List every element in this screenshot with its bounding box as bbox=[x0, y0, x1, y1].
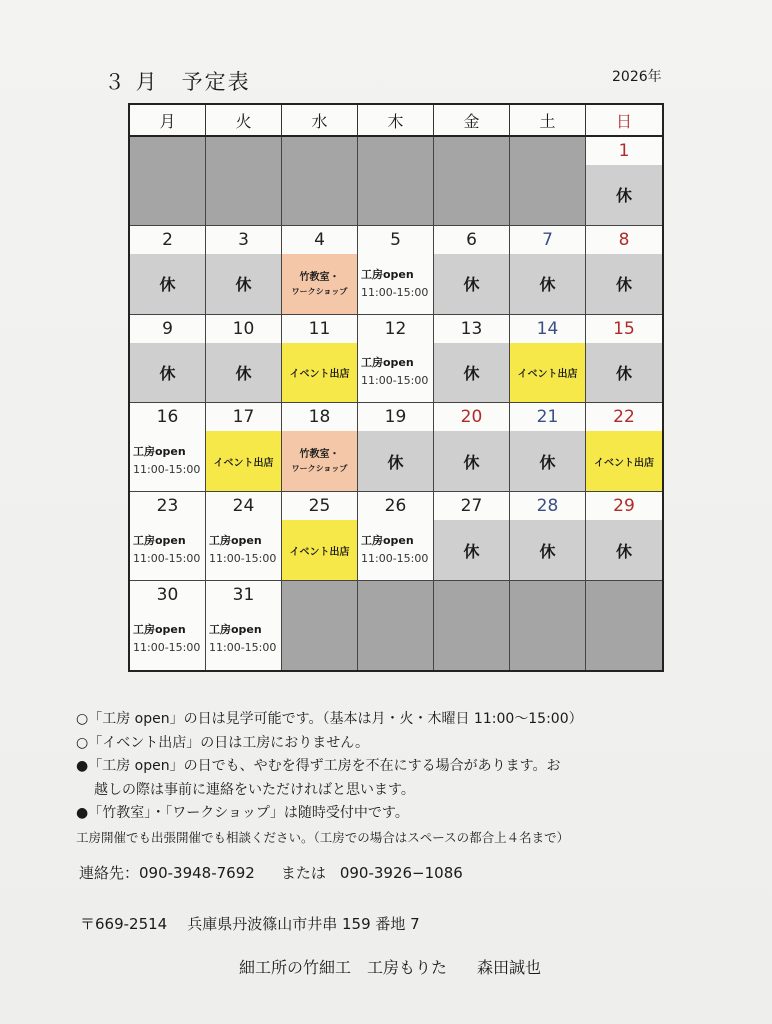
day-cell bbox=[586, 226, 662, 315]
day-number: 23 bbox=[156, 496, 179, 517]
open-label: 工房open bbox=[133, 445, 186, 459]
day-cell bbox=[586, 315, 662, 404]
day-cell bbox=[282, 226, 358, 315]
day-cell bbox=[130, 403, 206, 492]
empty-day-cell bbox=[358, 137, 434, 226]
closed-label: 休 bbox=[539, 452, 556, 472]
empty-day-cell bbox=[434, 137, 510, 226]
day-cell bbox=[434, 315, 510, 404]
open-label: 工房open bbox=[133, 534, 186, 548]
day-cell bbox=[282, 492, 358, 581]
note-line: ●「工房 open」の日でも、やむを得ず工房を不在にする場合があります。お bbox=[76, 758, 561, 774]
closed-day-block bbox=[434, 254, 509, 314]
event-block bbox=[510, 343, 585, 403]
open-day-block bbox=[130, 520, 205, 580]
closed-day-block bbox=[586, 343, 662, 403]
day-number: 12 bbox=[384, 318, 407, 339]
closed-day-block bbox=[358, 431, 433, 491]
day-number: 13 bbox=[460, 318, 483, 339]
day-cell bbox=[130, 581, 206, 670]
open-label: 工房open bbox=[361, 534, 414, 548]
open-hours: 11:00-15:00 bbox=[361, 374, 429, 388]
closed-day-block bbox=[434, 343, 509, 403]
day-number: 31 bbox=[232, 584, 255, 605]
day-number: 19 bbox=[384, 407, 407, 428]
open-label: 工房open bbox=[209, 534, 262, 548]
day-cell bbox=[130, 226, 206, 315]
day-cell bbox=[510, 492, 586, 581]
day-cell bbox=[358, 315, 434, 404]
closed-day-block bbox=[510, 254, 585, 314]
weekday-header: 火 bbox=[206, 105, 282, 137]
contact-line bbox=[79, 862, 463, 883]
day-cell bbox=[586, 137, 662, 226]
open-label: 工房open bbox=[133, 623, 186, 637]
day-cell bbox=[206, 226, 282, 315]
workshop-label-1: 竹教室・ bbox=[299, 271, 340, 283]
page-title: ３ 月 予定表 bbox=[104, 70, 251, 94]
day-number: 4 bbox=[314, 229, 325, 250]
empty-day-cell bbox=[510, 581, 586, 670]
notes-section bbox=[76, 708, 696, 849]
day-number: 7 bbox=[542, 229, 553, 250]
closed-day-block bbox=[510, 520, 585, 580]
empty-day-cell bbox=[130, 137, 206, 226]
day-number: 14 bbox=[536, 318, 559, 339]
day-number: 8 bbox=[618, 229, 630, 250]
day-number: 9 bbox=[162, 318, 173, 339]
day-cell bbox=[130, 315, 206, 404]
closed-day-block bbox=[434, 520, 509, 580]
event-block bbox=[282, 343, 357, 403]
day-number: 3 bbox=[238, 229, 249, 250]
closed-label: 休 bbox=[539, 275, 556, 295]
day-number: 5 bbox=[390, 229, 401, 250]
day-cell bbox=[434, 403, 510, 492]
closed-label: 休 bbox=[159, 275, 176, 295]
open-label: 工房open bbox=[361, 267, 414, 281]
day-number: 2 bbox=[162, 229, 173, 250]
day-cell bbox=[206, 403, 282, 492]
day-number: 16 bbox=[156, 407, 179, 428]
day-cell bbox=[586, 403, 662, 492]
empty-day-cell bbox=[358, 581, 434, 670]
weekday-header: 土 bbox=[510, 105, 586, 137]
closed-day-block bbox=[206, 254, 281, 314]
empty-day-cell bbox=[434, 581, 510, 670]
day-number: 27 bbox=[460, 496, 483, 517]
day-cell bbox=[206, 581, 282, 670]
day-number: 28 bbox=[536, 496, 559, 517]
contact-alt: 090-3926−1086 bbox=[339, 864, 463, 882]
day-cell bbox=[510, 315, 586, 404]
closed-day-block bbox=[434, 431, 509, 491]
empty-day-cell bbox=[206, 137, 282, 226]
day-number: 24 bbox=[232, 496, 255, 517]
empty-day-cell bbox=[510, 137, 586, 226]
open-hours: 11:00-15:00 bbox=[209, 552, 277, 566]
day-number: 30 bbox=[156, 584, 179, 605]
open-label: 工房open bbox=[209, 623, 262, 637]
day-number: 11 bbox=[308, 318, 331, 339]
open-hours: 11:00-15:00 bbox=[209, 641, 277, 655]
event-label: イベント出店 bbox=[289, 546, 350, 558]
workshop-block bbox=[282, 431, 357, 491]
person-name: 森田誠也 bbox=[477, 958, 542, 977]
closed-day-block bbox=[586, 520, 662, 580]
weekday-header: 木 bbox=[358, 105, 434, 137]
note-line: 越しの際は事前に連絡をいただければと思います。 bbox=[94, 781, 415, 798]
note-line: ●「竹教室」・「ワークショップ」は随時受付中です。 bbox=[76, 805, 409, 821]
event-block bbox=[586, 431, 662, 491]
day-cell bbox=[434, 492, 510, 581]
closed-label: 休 bbox=[615, 275, 632, 295]
closed-day-block bbox=[510, 431, 585, 491]
open-day-block bbox=[130, 431, 205, 491]
open-day-block bbox=[358, 520, 433, 580]
empty-day-cell bbox=[282, 137, 358, 226]
open-hours: 11:00-15:00 bbox=[361, 285, 429, 299]
workshop-label-2: ワークショップ bbox=[291, 286, 348, 296]
day-cell bbox=[586, 492, 662, 581]
event-block bbox=[206, 431, 281, 491]
closed-label: 休 bbox=[159, 363, 176, 383]
note-small: 工房開催でも出張開催でも相談ください。（工房での場合はスペースの都合上４名まで） bbox=[76, 829, 570, 845]
weekday-header: 水 bbox=[282, 105, 358, 137]
closed-label: 休 bbox=[387, 452, 404, 472]
empty-day-cell bbox=[282, 581, 358, 670]
note-line: ○「イベント出店」の日は工房におりません。 bbox=[76, 734, 370, 751]
open-hours: 11:00-15:00 bbox=[361, 552, 429, 566]
closed-label: 休 bbox=[463, 275, 480, 295]
street-address: 兵庫県丹波篠山市井串 159 番地 7 bbox=[187, 915, 420, 933]
open-day-block bbox=[206, 609, 281, 670]
open-day-block bbox=[358, 343, 433, 403]
day-number: 21 bbox=[536, 407, 559, 428]
closed-label: 休 bbox=[463, 541, 480, 561]
event-label: イベント出店 bbox=[594, 457, 654, 469]
event-label: イベント出店 bbox=[213, 457, 274, 469]
closed-label: 休 bbox=[235, 363, 252, 383]
year-label: 2026年 bbox=[612, 69, 662, 85]
open-day-block bbox=[358, 254, 433, 314]
day-number: 20 bbox=[460, 407, 483, 428]
closed-day-block bbox=[130, 343, 205, 403]
open-hours: 11:00-15:00 bbox=[133, 641, 201, 655]
workshop-block bbox=[282, 254, 357, 314]
event-label: イベント出店 bbox=[517, 368, 578, 380]
closed-day-block bbox=[586, 165, 662, 225]
day-cell bbox=[510, 226, 586, 315]
open-label: 工房open bbox=[361, 356, 414, 370]
contact-or: または bbox=[280, 864, 326, 882]
day-number: 17 bbox=[232, 407, 255, 428]
open-day-block bbox=[130, 609, 205, 670]
day-cell bbox=[282, 403, 358, 492]
closed-label: 休 bbox=[615, 541, 632, 561]
day-cell bbox=[358, 403, 434, 492]
closed-label: 休 bbox=[235, 275, 252, 295]
open-day-block bbox=[206, 520, 281, 580]
day-number: 22 bbox=[613, 407, 635, 428]
day-cell bbox=[358, 492, 434, 581]
day-number: 15 bbox=[613, 318, 635, 339]
empty-day-cell bbox=[586, 581, 662, 670]
event-block bbox=[282, 520, 357, 580]
closed-day-block bbox=[130, 254, 205, 314]
day-number: 1 bbox=[618, 141, 630, 161]
day-cell bbox=[358, 226, 434, 315]
event-label: イベント出店 bbox=[289, 368, 350, 380]
closed-label: 休 bbox=[463, 452, 480, 472]
weekday-header: 月 bbox=[130, 105, 206, 137]
day-number: 10 bbox=[232, 318, 255, 339]
address-line bbox=[80, 913, 420, 934]
closed-day-block bbox=[586, 254, 662, 314]
weekday-header: 日 bbox=[586, 105, 662, 137]
day-number: 29 bbox=[613, 496, 635, 517]
workshop-label-2: ワークショップ bbox=[291, 464, 348, 474]
calendar-grid bbox=[128, 103, 664, 672]
open-hours: 11:00-15:00 bbox=[133, 552, 201, 566]
org-name: 細工所の竹細工 工房もりた bbox=[239, 958, 448, 977]
contact-primary: 連絡先：090-3948-7692 bbox=[79, 864, 255, 882]
open-hours: 11:00-15:00 bbox=[133, 463, 201, 477]
closed-label: 休 bbox=[615, 186, 632, 206]
workshop-label-1: 竹教室・ bbox=[299, 449, 340, 461]
day-cell bbox=[434, 226, 510, 315]
day-number: 18 bbox=[308, 407, 331, 428]
day-number: 26 bbox=[384, 496, 407, 517]
closed-label: 休 bbox=[463, 363, 480, 383]
signature bbox=[239, 955, 541, 978]
note-line: ○「工房 open」の日は見学可能です。（基本は月・火・木曜日 11:00～15:00） bbox=[76, 711, 583, 727]
closed-day-block bbox=[206, 343, 281, 403]
day-cell bbox=[206, 492, 282, 581]
weekday-header: 金 bbox=[434, 105, 510, 137]
day-number: 25 bbox=[308, 496, 331, 517]
closed-label: 休 bbox=[539, 541, 556, 561]
closed-label: 休 bbox=[615, 363, 632, 383]
day-cell bbox=[130, 492, 206, 581]
day-cell bbox=[510, 403, 586, 492]
day-number: 6 bbox=[466, 229, 477, 250]
day-cell bbox=[282, 315, 358, 404]
postal-code: 〒669-2514 bbox=[80, 915, 168, 933]
day-cell bbox=[206, 315, 282, 404]
